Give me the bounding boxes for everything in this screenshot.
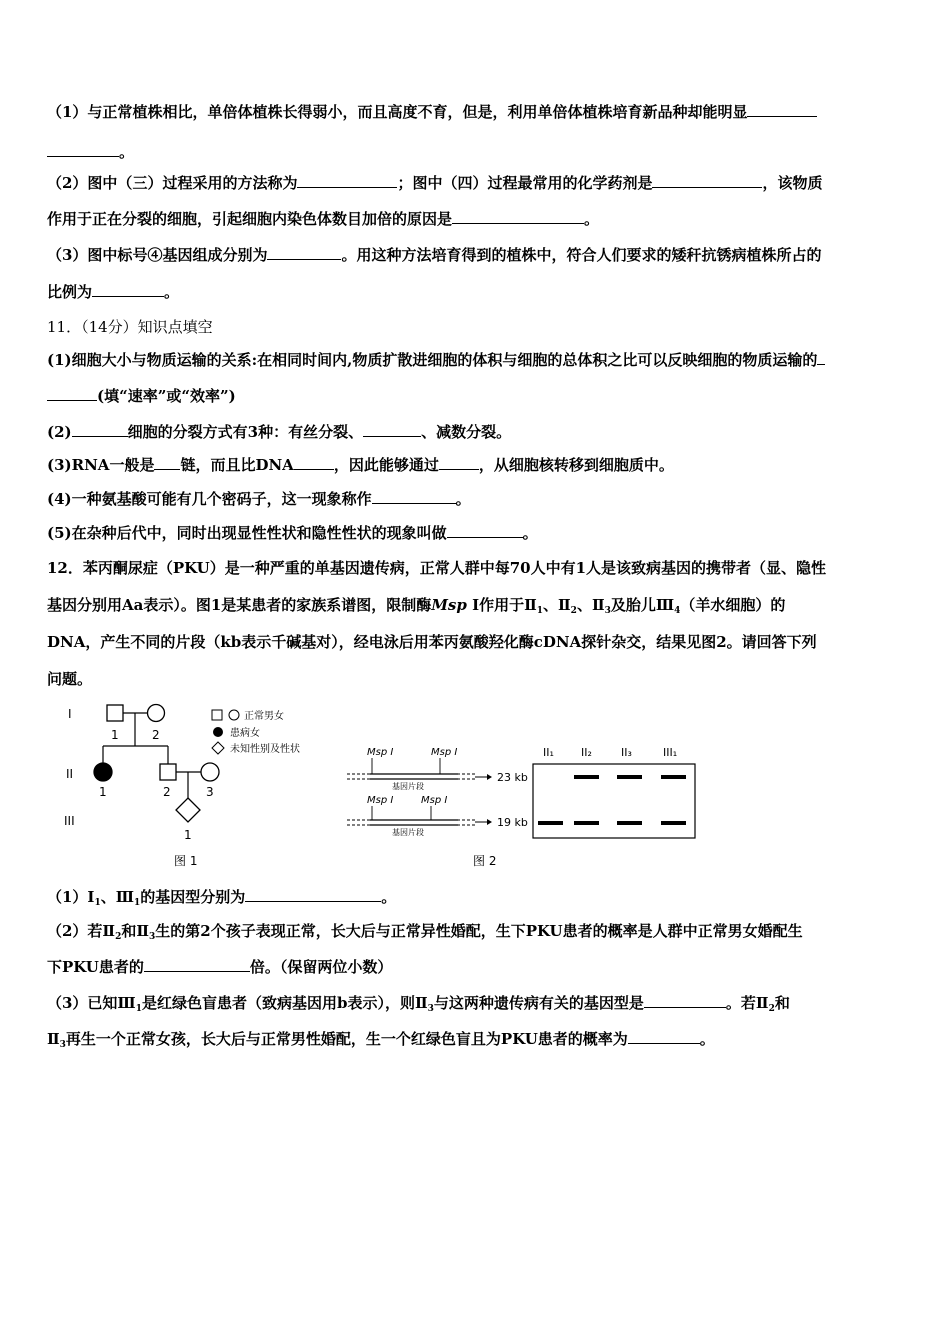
answer-blank[interactable] bbox=[644, 993, 726, 1008]
kb23-label: 23 kb bbox=[497, 771, 528, 784]
q10-part1-cont: 。 bbox=[47, 141, 906, 163]
electrophoresis-figure bbox=[345, 740, 700, 870]
gen-label-1: I bbox=[68, 707, 72, 721]
answer-blank[interactable] bbox=[817, 350, 825, 365]
pedigree-figure bbox=[50, 698, 310, 870]
q11-item2: (2) 细胞的分裂方式有3种：有丝分裂、 、减数分裂。 bbox=[47, 423, 512, 441]
enzyme-label: Msp I bbox=[431, 747, 458, 758]
svg-text:2: 2 bbox=[163, 785, 171, 799]
answer-blank[interactable] bbox=[294, 455, 334, 470]
band-23kb-III1 bbox=[661, 775, 686, 779]
q10-part2-cont: 作用于正在分裂的细胞，引起细胞内染色体数目加倍的原因是 。 bbox=[47, 210, 600, 228]
svg-text:基因片段: 基因片段 bbox=[392, 828, 424, 837]
band-19kb-II1 bbox=[538, 821, 563, 825]
fig1-caption: 图 1 bbox=[174, 854, 198, 868]
lane-label: II₃ bbox=[621, 746, 632, 759]
q12-sub3-cont: $Ⅱ_3$再生一个正常女孩，长大后与正常男性婚配，生一个红绿色盲且为PKU患者的概率为 。 bbox=[47, 1030, 715, 1050]
q12-stem-line1: 12．苯丙酮尿症（PKU）是一种严重的单基因遗传病，正常人群中每70人中有1人是该致病基因的携带者（显、隐性 bbox=[47, 559, 827, 577]
svg-text:1: 1 bbox=[111, 728, 119, 742]
answer-blank[interactable] bbox=[47, 386, 97, 401]
band-19kb-III1 bbox=[661, 821, 686, 825]
band-23kb-II3 bbox=[617, 775, 642, 779]
svg-text:2: 2 bbox=[152, 728, 160, 742]
q10-part1: （1）与正常植株相比，单倍体植株长得弱小，而且高度不育，但是，利用单倍体植株培育新品种却能明显 bbox=[47, 101, 906, 123]
pedigree-chart bbox=[50, 698, 310, 870]
q10-part2: （2）图中（三）过程采用的方法称为 ；图中（四）过程最常用的化学药剂是 ，该物质 bbox=[47, 174, 823, 192]
legend-normal: 正常男女 bbox=[244, 711, 284, 722]
band-23kb-II2 bbox=[574, 775, 599, 779]
enzyme-label: Msp I bbox=[367, 795, 394, 806]
answer-blank[interactable] bbox=[747, 102, 817, 117]
q11-item1: (1)细胞大小与物质运输的关系:在相同时间内,物质扩散进细胞的体积与细胞的总体积之比可以反映细胞的物质运输的 bbox=[47, 349, 906, 371]
answer-blank[interactable] bbox=[245, 887, 381, 902]
svg-text:1: 1 bbox=[184, 828, 192, 842]
answer-blank[interactable] bbox=[72, 422, 128, 437]
answer-blank[interactable] bbox=[267, 245, 341, 260]
male-I1 bbox=[107, 705, 123, 721]
gen-label-3: III bbox=[64, 814, 75, 828]
kb19-label: 19 kb bbox=[497, 816, 528, 829]
legend-affected: 患病女 bbox=[230, 728, 260, 739]
female-II3 bbox=[201, 763, 219, 781]
answer-blank[interactable] bbox=[363, 422, 421, 437]
answer-blank[interactable] bbox=[47, 142, 119, 157]
q10-part3: （3）图中标号④基因组成分别为 。用这种方法培育得到的植株中，符合人们要求的矮秆抗锈病植株所占的 bbox=[47, 246, 822, 264]
q12-sub3: （3）已知$Ⅲ_1$是红绿色盲患者（致病基因用b表示），则$Ⅱ_3$与这两种遗传病有关的基因型是 。若$Ⅱ_2$和 bbox=[47, 994, 790, 1014]
q12-stem-line2: 基因分别用Aa表示）。图1是某患者的家族系谱图，限制酶Msp I作用于$Ⅱ_1$、$Ⅱ_2$、$Ⅱ_3$及胎儿$Ⅲ_4$（羊水细胞）的 bbox=[47, 596, 786, 616]
answer-blank[interactable] bbox=[447, 523, 523, 538]
lane-label: II₂ bbox=[581, 746, 592, 759]
gen-label-2: II bbox=[66, 767, 74, 781]
q12-sub1: $(1)I_1$、$Ⅲ_1$的基因型分别为 。 bbox=[47, 888, 397, 908]
legend-unknown: 未知性别及性状 bbox=[230, 744, 300, 755]
band-19kb-II3 bbox=[617, 821, 642, 825]
q11-item4: (4)一种氨基酸可能有几个密码子，这一现象称作 。 bbox=[47, 490, 471, 508]
q12-sub2: （2）若$Ⅱ_2$和$Ⅱ_3$生的第2个孩子表现正常，长大后与正常异性婚配，生下PKU患者的概率是人群中正常男女婚配生 bbox=[47, 922, 803, 942]
q12-sub2-cont: 下PKU患者的 倍。（保留两位小数） bbox=[47, 958, 393, 976]
answer-blank[interactable] bbox=[452, 209, 584, 224]
q11-item3: (3)RNA一般是 链，而且比DNA ，因此能够通过 ，从细胞核转移到细胞质中。 bbox=[47, 456, 674, 474]
enzyme-label: Msp I bbox=[421, 795, 448, 806]
answer-blank[interactable] bbox=[372, 489, 456, 504]
q11-item5: (5)在杂种后代中，同时出现显性性状和隐性性状的现象叫做 。 bbox=[47, 524, 538, 542]
answer-blank[interactable] bbox=[652, 173, 762, 188]
answer-blank[interactable] bbox=[439, 455, 479, 470]
unknown-III1 bbox=[176, 798, 200, 822]
lane-label: III₁ bbox=[663, 746, 678, 759]
answer-blank[interactable] bbox=[144, 957, 250, 972]
q10-part3-cont: 比例为 。 bbox=[47, 283, 180, 301]
band-19kb-II2 bbox=[574, 821, 599, 825]
q12-stem-line4: 问题。 bbox=[47, 670, 93, 688]
enzyme-label: Msp I bbox=[367, 747, 394, 758]
lane-label: II₁ bbox=[543, 746, 554, 759]
fig2-caption: 图 2 bbox=[473, 854, 497, 868]
answer-blank[interactable] bbox=[297, 173, 397, 188]
female-I2 bbox=[148, 705, 165, 722]
answer-blank[interactable] bbox=[628, 1029, 700, 1044]
svg-text:3: 3 bbox=[206, 785, 214, 799]
male-II2 bbox=[160, 764, 176, 780]
q11-item1-cont: (填“速率”或“效率”) bbox=[47, 385, 906, 407]
q11-heading: 11．（14分）知识点填空 bbox=[47, 318, 213, 336]
q12-stem-line3: DNA，产生不同的片段（kb表示千碱基对），经电泳后用苯丙氨酸羟化酶cDNA探针杂交，结果见图2。请回答下列 bbox=[47, 633, 817, 651]
answer-blank[interactable] bbox=[92, 282, 164, 297]
gel-diagram bbox=[345, 740, 700, 870]
svg-text:基因片段: 基因片段 bbox=[392, 782, 424, 791]
affected-female-II1 bbox=[94, 763, 112, 781]
svg-text:1: 1 bbox=[99, 785, 107, 799]
answer-blank[interactable] bbox=[154, 455, 180, 470]
